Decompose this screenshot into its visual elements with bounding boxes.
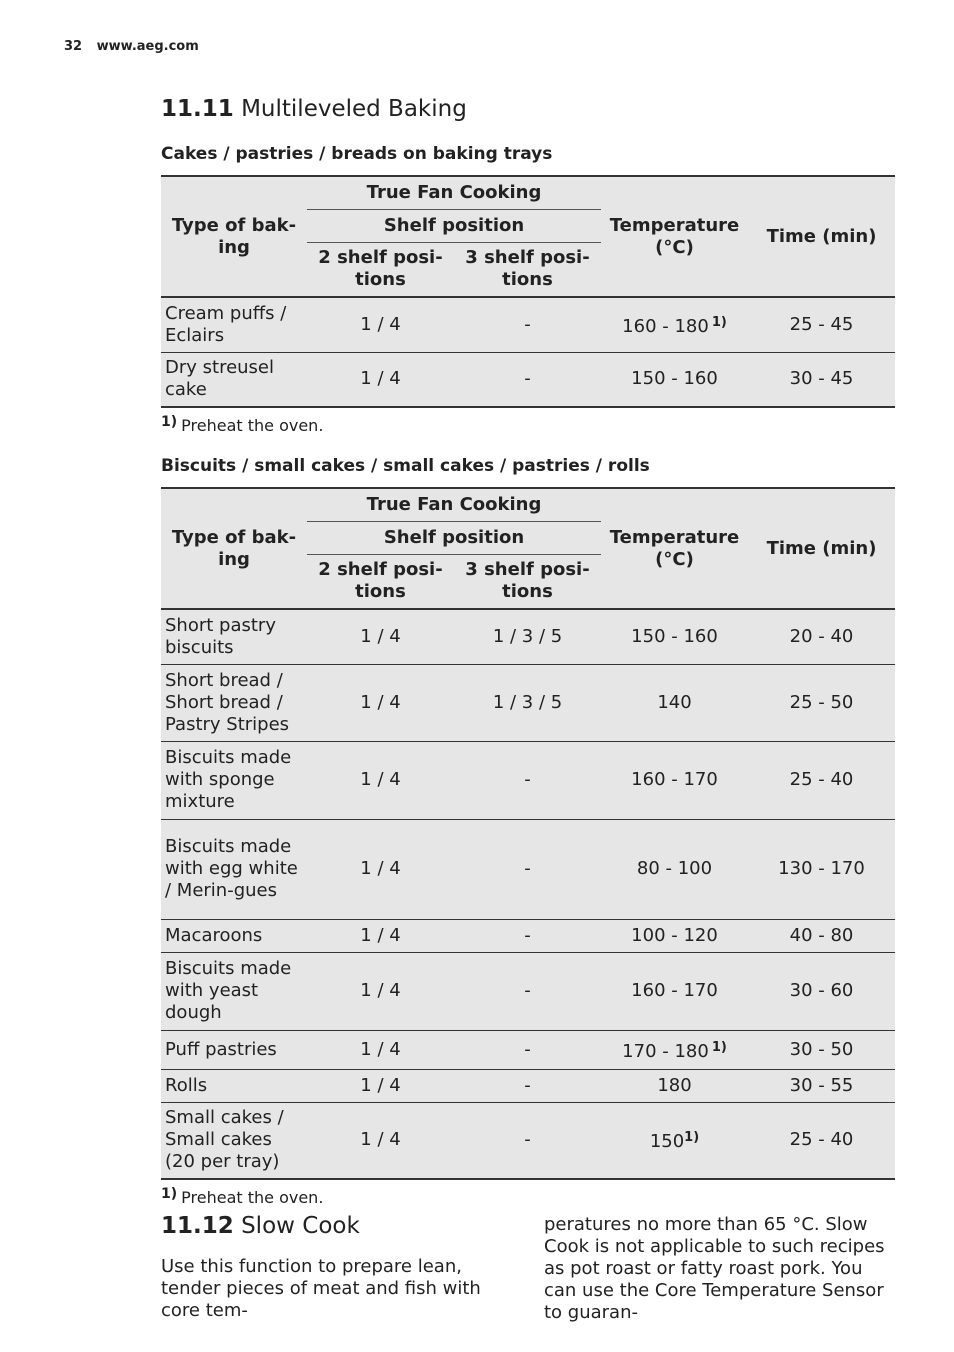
section-title-slow-cook <box>161 1213 360 1239</box>
table2-title: Biscuits / small cakes / small cakes / pastries / rolls <box>161 456 650 476</box>
table-row: Biscuits made with egg white / Merin-gues 1 / 4 - 80 - 100 130 - 170 <box>161 819 895 919</box>
section-title-multileveled <box>161 96 467 122</box>
table-row: Biscuits made with sponge mixture 1 / 4 - 160 - 170 25 - 40 <box>161 741 895 819</box>
header-time: Time (min) <box>766 225 877 247</box>
page-number: 32 <box>64 39 83 54</box>
table2-footnote: 1) Preheat the oven. <box>161 1186 324 1207</box>
table-row: Short bread / Short bread / Pastry Stripes 1 / 4 1 / 3 / 5 140 25 - 50 <box>161 664 895 741</box>
header-temperature: Temperature (°C) <box>609 214 740 258</box>
cakes-table <box>161 175 895 408</box>
header-2-shelf: 2 shelf posi-tions <box>318 559 443 603</box>
header-type: Type of bak-ing <box>171 526 297 570</box>
table-row: Cream puffs / Eclairs 1 / 4 - 160 - 180 $^{1)}$ 25 - 45 <box>161 297 895 352</box>
table-row: Short pastry biscuits 1 / 4 1 / 3 / 5 150 - 160 20 - 40 <box>161 609 895 664</box>
table1-title: Cakes / pastries / breads on baking trays <box>161 144 553 164</box>
table-row: Biscuits made with yeast dough 1 / 4 - 160 - 170 30 - 60 <box>161 952 895 1030</box>
table-row: Dry streusel cake 1 / 4 - 150 - 160 30 - 45 <box>161 352 895 407</box>
biscuits-table <box>161 487 895 1180</box>
section-number: 11.11 <box>161 96 234 122</box>
header-true-fan: True Fan Cooking <box>307 176 601 209</box>
table-row: Rolls 1 / 4 - 180 30 - 55 <box>161 1069 895 1102</box>
table-row: Macaroons 1 / 4 - 100 - 120 40 - 80 <box>161 919 895 952</box>
section-name: Slow Cook <box>241 1213 360 1239</box>
table1-footnote: 1) Preheat the oven. <box>161 414 324 435</box>
header-3-shelf: 3 shelf posi-tions <box>465 559 590 603</box>
header-2-shelf: 2 shelf posi-tions <box>318 247 443 291</box>
slow-cook-text-col1: Use this function to prepare lean, tender pieces of meat and fish with core tem- <box>161 1256 481 1321</box>
section-number: 11.12 <box>161 1213 234 1239</box>
header-shelf-position: Shelf position <box>307 521 601 554</box>
header-shelf-position: Shelf position <box>307 209 601 242</box>
table-row: Small cakes / Small cakes (20 per tray) 1 / 4 - 150$^{1)}$ 25 - 40 <box>161 1102 895 1179</box>
section-name: Multileveled Baking <box>241 96 467 122</box>
site-url: www.aeg.com <box>96 39 199 54</box>
header-3-shelf: 3 shelf posi-tions <box>465 247 590 291</box>
header-true-fan: True Fan Cooking <box>307 488 601 521</box>
header-type: Type of bak-ing <box>171 214 297 258</box>
table-row: Puff pastries 1 / 4 - 170 - 180 $^{1)}$ 30 - 50 <box>161 1030 895 1069</box>
slow-cook-text-col2: peratures no more than 65 °C. Slow Cook is not applicable to such recipes as pot roast or fatty roast pork. You can use the Core Temperature Sensor to guaran- <box>544 1214 885 1323</box>
header-temperature: Temperature (°C) <box>609 526 740 570</box>
page-header <box>64 39 199 54</box>
header-time: Time (min) <box>766 537 877 559</box>
